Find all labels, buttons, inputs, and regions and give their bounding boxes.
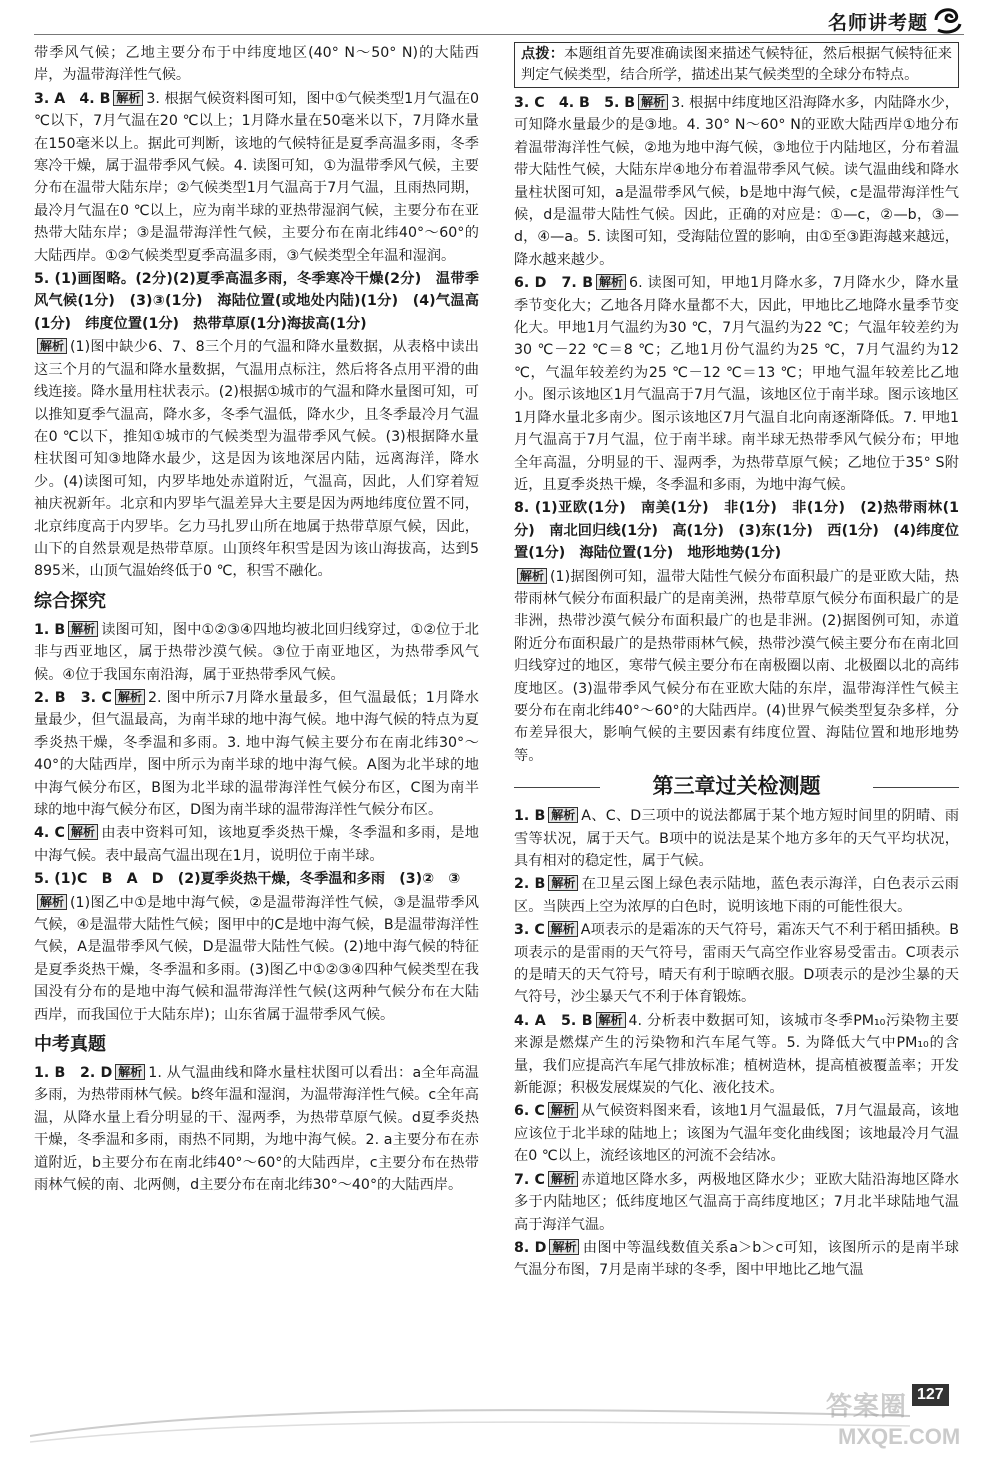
analysis-tag: 解析 [68,824,98,840]
tip-text: 本题组首先要准确读图来描述气候特征，然后根据气候特征来判定气候类型，结合所学，描述出某气候类型的全球分布特点。 [521,46,952,83]
answer-key: 2. B [514,876,546,893]
swirl-logo-icon [932,4,964,36]
answer-block-c5 [34,868,479,890]
answer-block-c1 [34,619,479,686]
analysis-block-c5 [34,892,479,1026]
analysis-tag: 解析 [548,921,578,937]
header-brand: 名师讲考题 [827,12,928,34]
analysis-tag: 解析 [638,94,668,110]
analysis-text: (1)图乙中①是地中海气候，②是温带海洋性气候，③是温带季风气候，④是温带大陆性气候；图甲中的C是地中海气候，B是温带海洋性气候，A是温带季风气候，D是温带大陆性气候。(2)地中海气候的特征是夏季炎热干燥，冬季温和多雨。(3)图乙中①②③④四种气候类型在我国没有分布的是地中海气候和温带海洋性气候(这两种气候分布在大陆西岸，而我国位于大陆东岸)；山东省属于温带季风气候。 [34,894,479,1023]
analysis-tag: 解析 [548,1171,578,1187]
footer-decoration [30,1396,910,1446]
analysis-text: (1)图中缺少6、7、8三个月的气温和降水量数据，从表格中读出这三个月的气温和降水量数据，气温用点标注，然后将各点用平滑的曲线连接。降水量用柱状表示。(2)根据①城市的气温和降水量图可知，可以推知夏季气温高，降水多，冬季气温低，降水少，且冬季最冷月气温在0 ℃以下，推知①城市的气候类型为温带季风气候。(3)根据降水量柱状图可知③地降水最少，这是因为该地深居内陆，远离海洋，降水少。(4)读图可知，内罗毕地处赤道附近，气温高，因此，人们穿着短袖庆祝新年。北京和内罗毕气温差异大主要是因为两地纬度位置不同，北京纬度高于内罗毕。乞力马扎罗山所在地属于热带草原气候，因此，山下的自然景观是热带草原。山顶终年积雪是因为该山海拔高，达到5 895米，山顶气温始终低于0 ℃，积雪不融化。 [34,339,479,580]
tip-label: 点拨： [521,46,565,62]
answer-key: 7. C [514,1171,545,1188]
analysis-text: 由图中等温线数值关系a＞b＞c可知，该图所示的是南半球气温分布图，7月是南半球的冬季，图中甲地比乙地气温 [514,1239,959,1279]
answer-block-r8 [514,497,959,564]
answer-block-5 [34,268,479,335]
answer-block-t8 [514,1237,959,1282]
answer-block-r3-5 [514,92,959,271]
analysis-tag: 解析 [113,90,143,106]
analysis-tag: 解析 [596,274,626,290]
answer-key: 1. B 2. D [34,1065,113,1082]
answer-key: 1. B [34,621,66,638]
answer-block-t1 [514,805,959,872]
answer-block-t7 [514,1169,959,1236]
answer-key: 4. A 5. B [514,1012,593,1029]
answer-continuation: 带季风气候；乙地主要分布于中纬度地区(40° N～50° N)的大陆西岸，为温带海洋性气候。 [34,45,479,84]
answer-block-t4-5 [514,1010,959,1100]
answer-key: 5. (1)C B A D (2)夏季炎热干燥，冬季温和多雨 (3)② ③ [34,871,461,888]
answer-key: 1. B [514,808,546,825]
answer-block-t3 [514,919,959,1009]
right-column [514,42,959,1283]
answer-block-t2 [514,873,959,918]
analysis-tag: 解析 [596,1012,626,1028]
left-column [34,42,479,1198]
analysis-text: 3. 根据中纬度地区沿海降水多，内陆降水少，可知降水量最少的是③地。4. 30° N～60° N的亚欧大陆西岸①地分布着温带海洋性气候，②地为地中海气候，③地位于内陆地区，分布着温带大陆性气候，大陆东岸④地分布着温带季风气候。读气温曲线和降水量柱状图可知，a是温带季风气候，b是地中海气候，c是温带海洋性气候，d是温带大陆性气候。因此，正确的对应是：①—c，②—b，③—d，④—a。5. 读图可知，受海陆位置的影响，由①至③距海越来越远，降水越来越少。 [514,95,959,268]
analysis-text: 由表中资料可知，该地夏季炎热干燥，冬季温和多雨，是地中海气候。表中最高气温出现在1月，说明位于南半球。 [34,825,479,864]
analysis-text: 1. 从气温曲线和降水量柱状图可以看出：a全年高温多雨，为热带雨林气候。b终年温和湿润，为温带海洋性气候。c全年高温，从降水量上看分明显的干、湿两季，为热带草原气候。d夏季炎热干燥，冬季温和多雨，雨热不同期，为地中海气候。2. a主要分布在赤道附近，b主要分布在南北纬40°～60°的大陆西岸，c主要分布在热带雨林气候的南、北两侧，d主要分布在南北纬30°～40°的大陆西岸。 [34,1065,479,1194]
chapter-heading: 第三章过关检测题 [514,771,959,801]
section-heading-exam: 中考真题 [34,1034,106,1056]
analysis-tag: 解析 [115,689,145,705]
watermark-logo: 答案圈 [826,1391,908,1421]
analysis-text: 读图可知，图中①②③④四地均被北回归线穿过，①②位于北非与西亚地区，属于热带沙漠气候。③位于南亚地区，为热带季风气候。④位于我国东南沿海，属于亚热带季风气候。 [34,621,479,683]
analysis-text: 2. 图中所示7月降水量最多，但气温最低；1月降水量最少，但气温最高，为南半球的地中海气候。地中海气候的特点为夏季炎热干燥，冬季温和多雨。3. 地中海气候主要分布在南北纬30°～40°的大陆西岸，图中所示为南半球的地中海气候。A图为北半球的地中海气候分布区，B图为北半球的温带海洋性气候分布区，C图为南半球的地中海气候分布区，D图为南半球的温带海洋性气候分布区。 [34,689,479,818]
analysis-text: A项表示的是霜冻的天气符号，霜冻天气不利于稻田插秧。B项表示的是雷雨的天气符号，雷雨天气高空作业容易受雷击。C项表示的是晴天的天气符号，晴天有利于晾晒衣服。D项表示的是沙尘暴的天气符号，沙尘暴天气不利于体育锻炼。 [514,922,959,1006]
answer-key: 5. (1)画图略。(2分)(2)夏季高温多雨，冬季寒冷干燥(2分) 温带季风气候(1分) (3)③(1分) 海陆位置(或地处内陆)(1分) (4)气温高(1分) 纬度位置(1分) 热带草原(1分)海拔高(1分) [34,271,479,332]
analysis-tag: 解析 [517,568,547,584]
analysis-text: 4. 分析表中数据可知，该城市冬季PM₁₀污染物主要来源是燃煤产生的污染物和汽车尾气等。5. 为降低大气中PM₁₀的含量，我们应提高汽车尾气排放标准；植树造林，提高植被覆盖率；开发新能源；积极发展煤炭的气化、液化技术。 [514,1012,959,1097]
analysis-tag: 解析 [68,621,98,637]
analysis-text: 赤道地区降水多，两极地区降水少；亚欧大陆沿海地区降水多于内陆地区；低纬度地区气温高于高纬度地区；7月北半球陆地气温高于海洋气温。 [514,1171,959,1233]
analysis-tag: 解析 [115,1064,145,1080]
answer-key: 6. C [514,1103,545,1120]
answer-block-r6-7 [514,272,959,496]
answer-block-3-4 [34,88,479,267]
answer-key: 6. D 7. B [514,275,594,292]
section-heading-comprehensive: 综合探究 [34,590,106,612]
analysis-tag: 解析 [37,338,67,354]
analysis-text: 从气候资料图来看，该地1月气温最低，7月气温最高，该地应该位于北半球的陆地上；该图为气温年变化曲线图；该地最冷月气温在0 ℃以上，流经该地区的河流不会结冰。 [514,1103,959,1165]
answer-key: 4. C [34,825,65,842]
analysis-block-5 [34,336,479,582]
analysis-tag: 解析 [548,807,578,823]
answer-key: 8. (1)亚欧(1分) 南美(1分) 非(1分) 非(1分) (2)热带雨林(1分) 南北回归线(1分) 高(1分) (3)东(1分) 西(1分) (4)纬度位置(1分) 海陆位置(1分) 地形地势(1分) [514,500,959,562]
analysis-tag: 解析 [548,875,578,891]
analysis-text: A、C、D三项中的说法都属于某个地方短时间里的阴晴、雨雪等状况，属于天气。B项中的说法是某个地方多年的天气平均状况，具有相对的稳定性，属于气候。 [514,808,960,869]
analysis-text: 6. 读图可知，甲地1月降水多，7月降水少，降水量季节变化大；乙地各月降水量都不大，因此，甲地比乙地降水量季节变化大。甲地1月气温约为30 ℃，7月气温约为22 ℃；气温年较差约为30 ℃－22 ℃＝8 ℃；乙地1月份气温约为25 ℃，7月气温约为12 ℃，气温年较差约为25 ℃－12 ℃＝13 ℃；甲地气温年较差比乙地小。图示该地区1月气温高于7月气温，该地区位于南半球。图示该地区1月降水量北多南少。图示该地区7月气温自北向南逐渐降低。7. 甲地1月气温高于7月气温，位于南半球。南半球无热带季风气候分布；甲地全年高温，分明显的干、湿两季，为热带草原气候；乙地位于35° S附近，且夏季炎热干燥，冬季温和多雨，为地中海气候。 [514,275,959,493]
analysis-tag: 解析 [548,1102,578,1118]
analysis-tag: 解析 [549,1239,579,1255]
page-number: 127 [912,1384,949,1406]
analysis-text: 3. 根据气候资料图可知，图中①气候类型1月气温在0 ℃以下，7月气温在20 ℃以上；1月降水量在50毫米以下，7月降水量在150毫米以上。据此可判断，该地的气候特征是夏季高温多雨，冬季寒冷干燥，属于温带季风气候。4. 读图可知，①为温带季风气候，主要分布在温带大陆东岸；②气候类型1月气温高于7月气温，且雨热同期，最冷月气温在0 ℃以上，应为南半球的亚热带湿润气候，主要分布在亚热带大陆东岸；③是温带海洋性气候，主要分布在南北纬40°～60°的大陆西岸。①②气候类型夏季高温多雨，③气候类型全年温和湿润。 [34,90,479,264]
header-rule [34,34,964,35]
answer-key: 3. C [514,922,545,939]
answer-key: 8. D [514,1239,547,1256]
watermark-url: MXQE.COM [838,1424,961,1449]
analysis-text: (1)据图例可知，温带大陆性气候分布面积最广的是亚欧大陆，热带雨林气候分布面积最广的是南美洲，热带草原气候分布面积最广的是非洲，热带沙漠气候分布面积最广的也是非洲。(2)据图例可知，赤道附近分布面积最广的是热带雨林气候，热带沙漠气候主要分布在南北回归线穿过的地区，寒带气候主要分布在南极圈以南、北极圈以北的高纬度地区。(3)温带季风气候分布在亚欧大陆的东岸，温带海洋性气候主要分布在南北纬40°～60°的大陆西岸。(4)世界气候类型复杂多样，分布差异很大，影响气候的主要因素有纬度位置、海陆位置和地形地势等。 [514,568,959,764]
analysis-block-r8 [514,566,959,768]
answer-block-t6 [514,1100,959,1167]
analysis-tag: 解析 [37,894,67,910]
answer-block-c4 [34,822,479,867]
answer-block-c2-3 [34,687,479,821]
answer-key: 3. A 4. B [34,90,111,107]
analysis-text: 在卫星云图上绿色表示陆地，蓝色表示海洋，白色表示云雨区。当陕西上空为浓厚的白色时，说明该地下雨的可能性很大。 [514,876,959,915]
tip-box [514,42,959,88]
answer-key: 3. C 4. B 5. B [514,95,636,111]
answer-block-z1-2 [34,1062,479,1196]
answer-key: 2. B 3. C [34,689,112,706]
